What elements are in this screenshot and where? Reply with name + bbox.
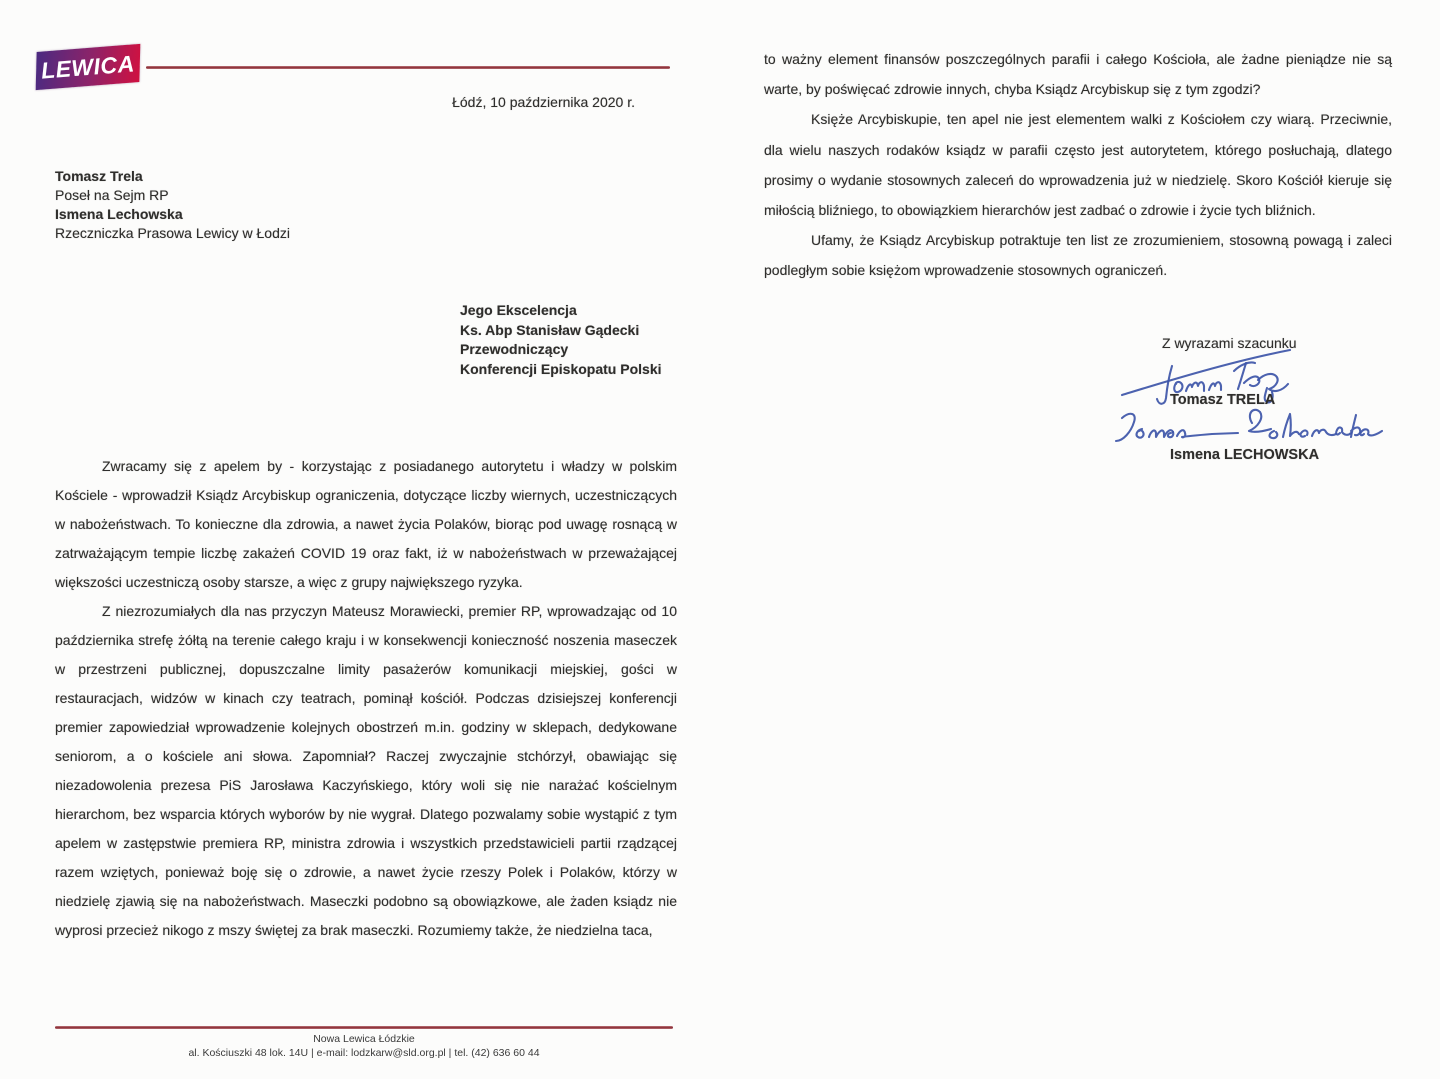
recipient-line-1: Jego Ekscelencja (460, 302, 577, 318)
sender-role-1: Poseł na Sejm RP (55, 187, 169, 203)
sender-name-1: Tomasz Trela (55, 168, 143, 184)
signature-name-trela: Tomasz TRELA (1170, 392, 1276, 408)
paragraph-collection: to ważny element finansów poszczególnych parafii i całego Kościoła, ale żadne pieniądze nie są warte, by poświęcać zdrowie innych, chyba Ksiądz Arcybiskup się z tym zgodzi? (764, 51, 1392, 98)
paragraph-trust: Ufamy, że Ksiądz Arcybiskup potraktuje ten list ze zrozumieniem, stosowną powagą i zaleci podległym sobie księżom wprowadzenie stosownych ograniczeń. (764, 232, 1392, 279)
lewica-logo-text: LEWICA (40, 49, 136, 84)
signature-name-lechowska: Ismena LECHOWSKA (1170, 447, 1320, 463)
recipient-line-4: Konferencji Episkopatu Polski (460, 360, 662, 377)
footer-contact: al. Kościuszki 48 lok. 14U | e-mail: lodzkarw@sld.org.pl | tel. (42) 636 60 44 (188, 1046, 540, 1059)
footer-rule (55, 1026, 673, 1029)
letter-body-page-2 (764, 44, 1392, 286)
closing-salutation: Z wyrazami szacunku (1162, 335, 1297, 351)
footer-block (55, 1033, 673, 1060)
dateline: Łódź, 10 października 2020 r. (452, 94, 635, 110)
letter-body-page-1 (55, 452, 677, 945)
recipient-line-2: Ks. Abp Stanisław Gądecki (460, 321, 640, 338)
recipient-block (460, 301, 662, 379)
recipient-line-3: Przewodniczący (460, 341, 569, 357)
paragraph-appeal: Zwracamy się z apelem by - korzystając z posiadanego autorytetu i władzy w polskim Kościele - wprowadził Ksiądz Arcybiskup ograniczenia, dotyczące liczby wiernych, uczestniczących w nabożeństwach. To konieczne dla zdrowia, a nawet życia Polaków, biorąc pod uwagę rosnącą w zatrważającym tempie liczbę zakażeń COVID 19 oraz fakt, iż w nabożeństwach w przeważającej większości uczestniczą osoby starsze, a więc z grupy największego ryzyka. (55, 458, 677, 590)
sender-name-2: Ismena Lechowska (55, 206, 183, 222)
paragraph-premier: Z niezrozumiałych dla nas przyczyn Mateusz Morawiecki, premier RP, wprowadzając od 10 października strefę żółtą na terenie całego kraju i w konsekwencji konieczność noszenia maseczek w przestrzeni publicznej, dopuszczalne limity pasażerów komunikacji miejskiej, gości w restauracjach, widzów w kinach czy teatrach, pominął kościół. Podczas dzisiejszej konferencji premier zapowiedział wprowadzenie kolejnych obostrzeń m.in. godziny w sklepach, dedykowane seniorom, a o kościele ani słowa. Zapomniał? Raczej zwyczajnie stchórzył, obawiając się niezadowolenia prezesa PiS Jarosława Kaczyńskiego, który woli się nie narażać kościelnym hierarchom, bez wsparcia których wyborów by nie wygrał. Dlatego pozwalamy sobie wystąpić z tym apelem w zastępstwie premiera RP, ministra zdrowia i wszystkich przedstawicieli partii rządzącej razem wziętych, ponieważ boję się o zdrowie, a nawet życie rzeszy Polek i Polaków, którzy w niedzielę zjawią się na nabożeństwach. Maseczki podobno są obowiązkowe, ale żaden ksiądz nie wyprosi przecież nikogo z mszy świętej za brak maseczki. Rozumiemy także, że niedzielna taca, (55, 603, 677, 938)
sender-role-2: Rzeczniczka Prasowa Lewicy w Łodzi (55, 225, 290, 241)
footer-organization: Nowa Lewica Łódzkie (313, 1033, 415, 1045)
lewica-logo (36, 44, 141, 90)
sender-block (55, 167, 290, 243)
header-rule (146, 66, 670, 69)
paragraph-not-against-church: Księże Arcybiskupie, ten apel nie jest elementem walki z Kościołem czy wiarą. Przeciwnie, dla wielu naszych rodaków ksiądz w parafii często jest autorytetem, którego posłuchają, dlatego prosimy o wydanie stosownych zaleceń do wprowadzenia już w niedzielę. Skoro Kościół kieruje się miłością bliźniego, to obowiązkiem hierarchów jest zadbać o zdrowie i życie tych bliźnich. (764, 111, 1392, 219)
